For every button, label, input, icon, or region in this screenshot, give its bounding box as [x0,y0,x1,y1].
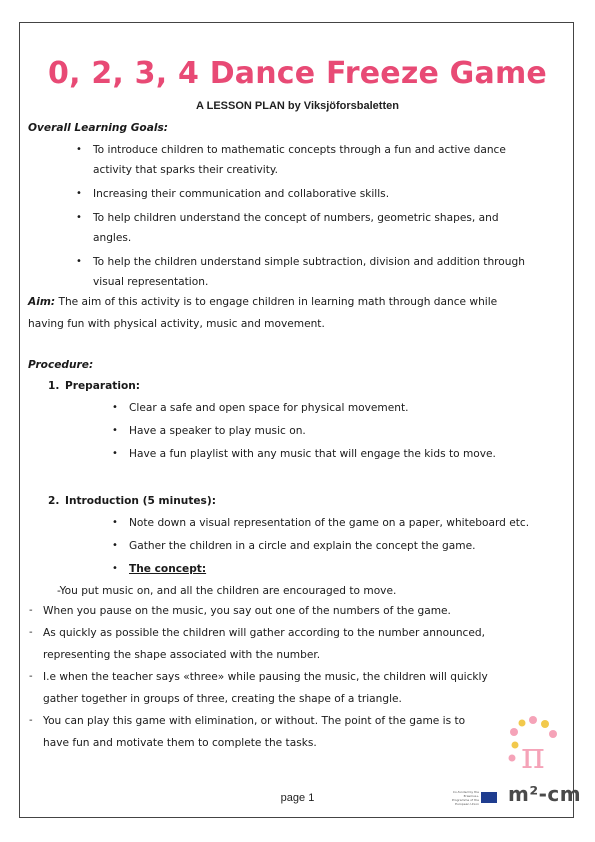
bullet-dot: • [76,188,82,199]
bullet-dot: • [112,540,118,551]
concept-label: The concept: [129,563,207,575]
bullet-dot: • [76,256,82,267]
logo-dot [519,720,526,727]
eu-flag-icon [481,792,497,803]
eu-cofunded-text: Co-funded by the Erasmus+ Programme of the European Union [451,790,479,806]
prep-item: Have a fun playlist with any music that will engage the kids to move. [129,448,496,460]
intro-item: Gather the children in a circle and explain the concept the game. [129,540,476,552]
aim-paragraph [28,292,497,312]
dash-line: I.e when the teacher says «three» while pausing the music, the children will quickly [43,671,488,683]
bullet-dot: • [112,425,118,436]
introduction-title: Introduction (5 minutes): [65,495,216,507]
goal-line: visual representation. [93,276,209,288]
dash-line: have fun and motivate them to complete the tasks. [43,737,317,749]
aim-line: having fun with physical activity, music and movement. [28,318,325,330]
prep-item: Clear a safe and open space for physical movement. [129,402,409,414]
dash-line: As quickly as possible the children will gather according to the number announced, [43,627,485,639]
introduction-number: 2. [48,495,60,507]
goal-line: activity that sparks their creativity. [93,164,279,176]
eu-cofunded-badge [447,790,499,806]
dash-line: representing the shape associated with the number. [43,649,321,661]
dash-marker: - [29,671,33,682]
bullet-dot: • [112,517,118,528]
bullet-dot: • [76,212,82,223]
logo-dot [529,716,537,724]
bullet-dot: • [112,402,118,413]
dash-line: When you pause on the music, you say out one of the numbers of the game. [43,605,451,617]
pi-symbol: π [521,736,545,777]
goal-line: To introduce children to mathematic concepts through a fun and active dance [93,144,506,156]
logo-dot [510,728,518,736]
logo-dot [541,720,549,728]
preparation-number: 1. [48,380,60,392]
page-number: page 1 [280,792,315,804]
concept-text: -You put music on, and all the children are encouraged to move. [57,585,397,597]
prep-item: Have a speaker to play music on. [129,425,306,437]
intro-item: Note down a visual representation of the game on a paper, whiteboard etc. [129,517,530,529]
aim-text: The aim of this activity is to engage children in learning math through dance while [55,296,498,308]
bullet-dot: • [112,448,118,459]
dash-marker: - [29,627,33,638]
bullet-dot: • [112,563,118,574]
dash-line: You can play this game with elimination, or without. The point of the game is to [43,715,466,727]
preparation-title: Preparation: [65,380,141,392]
page-title: 0, 2, 3, 4 Dance Freeze Game [48,56,547,91]
dash-line: gather together in groups of three, creating the shape of a triangle. [43,693,402,705]
dash-marker: - [29,715,33,726]
aim-label: Aim: [28,296,56,308]
goal-line: Increasing their communication and collaborative skills. [93,188,390,200]
m2cm-logo: m²-cm [508,782,582,806]
pi-circle-logo-icon [500,712,566,778]
goal-line: angles. [93,232,132,244]
bullet-dot: • [76,144,82,155]
procedure-heading: Procedure: [28,359,94,371]
goal-line: To help children understand the concept of numbers, geometric shapes, and [93,212,499,224]
page-subtitle: A LESSON PLAN by Viksjöforsbaletten [196,100,399,112]
goal-line: To help the children understand simple subtraction, division and addition through [93,256,525,268]
logo-dot [512,742,519,749]
dash-marker: - [29,605,33,616]
logo-dot [509,755,516,762]
goals-heading: Overall Learning Goals: [28,122,169,134]
logo-dot [549,730,557,738]
